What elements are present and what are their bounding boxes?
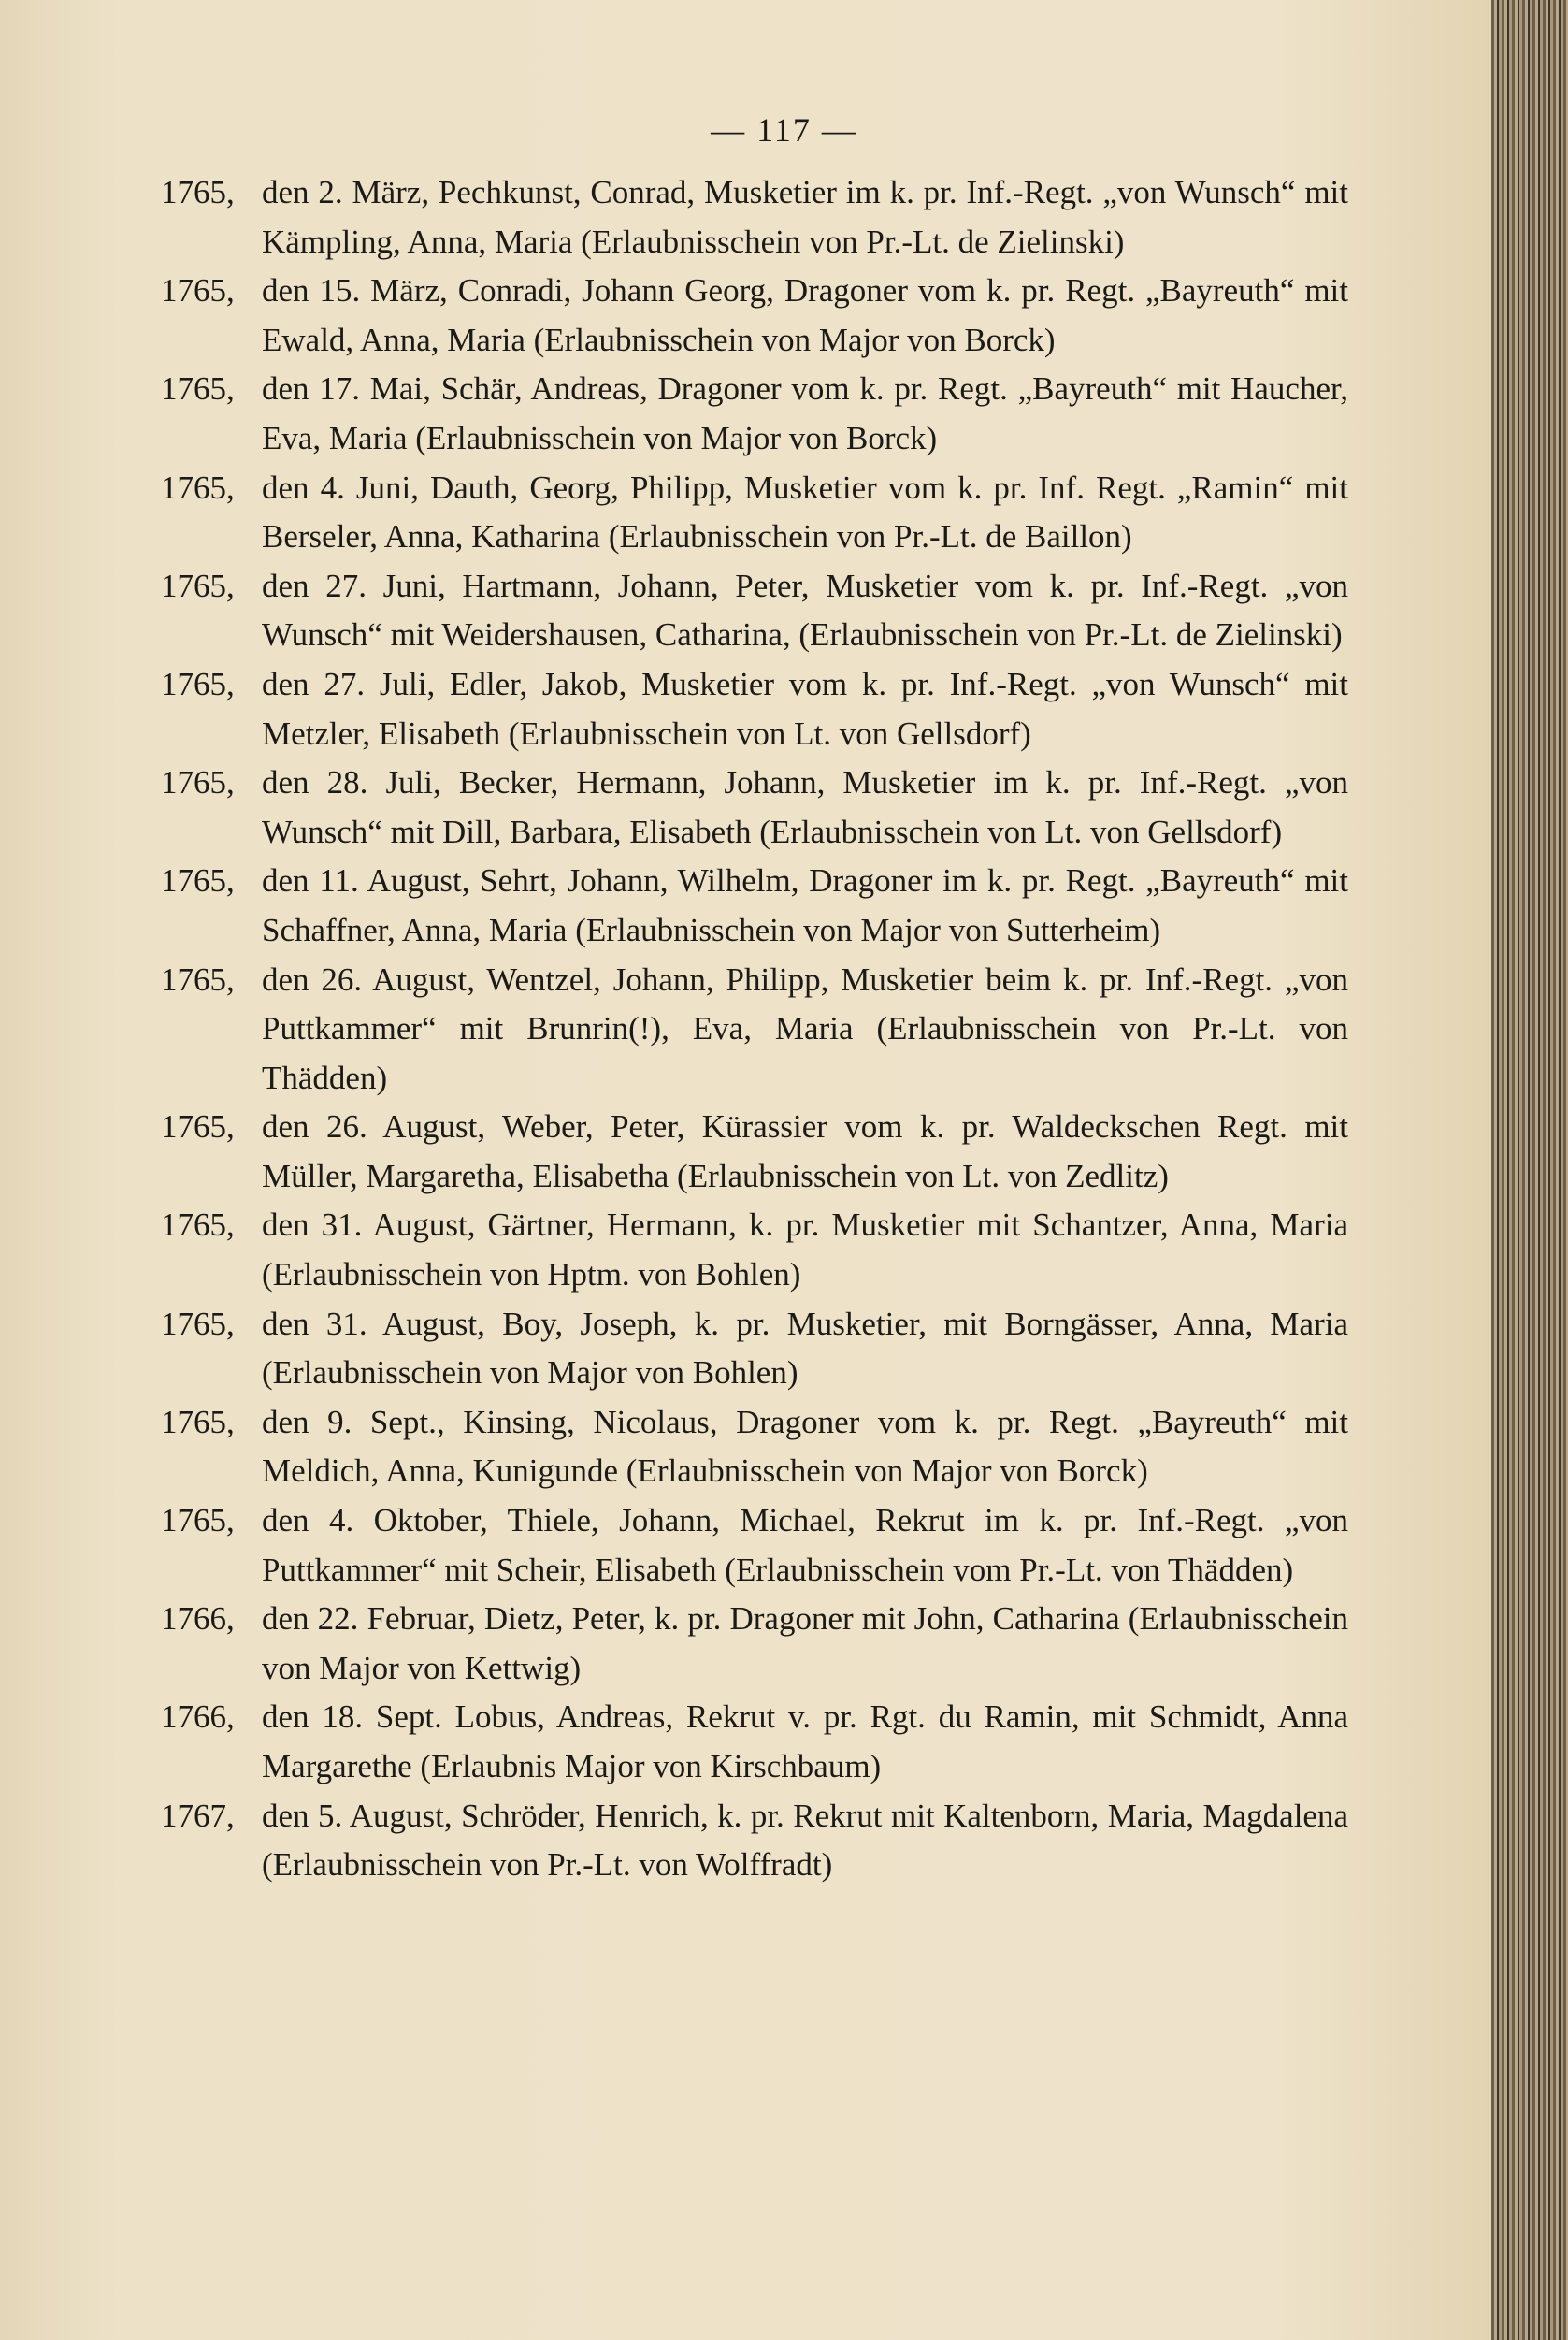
- record-year: 1766,: [161, 1600, 235, 1638]
- record-text: den 4. Juni, Dauth, Georg, Philipp, Musketier vom k. pr. Inf. Regt. „Ramin“ mit Berseler, Anna, Katharina (Erlaubnisschein von Pr.-Lt. de Baillon): [262, 469, 1348, 556]
- marriage-record-list: [161, 168, 1348, 1890]
- record-text: den 18. Sept. Lobus, Andreas, Rekrut v. pr. Rgt. du Ramin, mit Schmidt, Anna Margarethe (Erlaubnis Major von Kirschbaum): [262, 1698, 1348, 1784]
- record-year: 1765,: [161, 764, 235, 802]
- record-entry: [161, 464, 1348, 562]
- record-year: 1767,: [161, 1797, 235, 1834]
- record-text: den 27. Juni, Hartmann, Johann, Peter, Musketier vom k. pr. Inf.-Regt. „von Wunsch“ mit Weidershausen, Catharina, (Erlaubnisschein von Pr.-Lt. de Zielinski): [262, 567, 1348, 654]
- record-text: den 9. Sept., Kinsing, Nicolaus, Dragoner vom k. pr. Regt. „Bayreuth“ mit Meldich, Anna, Kunigunde (Erlaubnisschein von Major von Borck): [262, 1403, 1348, 1490]
- record-text: den 15. März, Conradi, Johann Georg, Dragoner vom k. pr. Regt. „Bayreuth“ mit Ewald, Anna, Maria (Erlaubnisschein von Major von Borck): [262, 272, 1348, 358]
- record-year: 1765,: [161, 862, 235, 900]
- record-text: den 31. August, Gärtner, Hermann, k. pr. Musketier mit Schantzer, Anna, Maria (Erlaubnisschein von Hptm. von Bohlen): [262, 1206, 1348, 1293]
- record-year: 1765,: [161, 665, 235, 702]
- record-year: 1765,: [161, 1502, 235, 1539]
- record-entry: [161, 1595, 1348, 1693]
- record-year: 1765,: [161, 1108, 235, 1146]
- record-text: den 17. Mai, Schär, Andreas, Dragoner vom k. pr. Regt. „Bayreuth“ mit Haucher, Eva, Maria (Erlaubnisschein von Major von Borck): [262, 370, 1348, 456]
- record-year: 1765,: [161, 1403, 235, 1440]
- record-entry: [161, 1201, 1348, 1299]
- record-entry: [161, 1693, 1348, 1791]
- record-entry: [161, 365, 1348, 463]
- record-year: 1765,: [161, 1305, 235, 1342]
- record-text: den 31. August, Boy, Joseph, k. pr. Musketier, mit Borngässer, Anna, Maria (Erlaubnisschein von Major von Bohlen): [262, 1305, 1348, 1392]
- record-entry: [161, 857, 1348, 955]
- record-year: 1765,: [161, 961, 235, 998]
- record-text: den 28. Juli, Becker, Hermann, Johann, Musketier im k. pr. Inf.-Regt. „von Wunsch“ mit Dill, Barbara, Elisabeth (Erlaubnisschein von Lt. von Gellsdorf): [262, 764, 1348, 850]
- record-entry: [161, 956, 1348, 1104]
- record-year: 1765,: [161, 469, 235, 506]
- record-text: den 4. Oktober, Thiele, Johann, Michael, Rekrut im k. pr. Inf.-Regt. „von Puttkammer“ mit Scheir, Elisabeth (Erlaubnisschein vom Pr.-Lt. von Thädden): [262, 1502, 1348, 1588]
- record-year: 1765,: [161, 567, 235, 604]
- record-text: den 26. August, Wentzel, Johann, Philipp, Musketier beim k. pr. Inf.-Regt. „von Puttkammer“ mit Brunrin(!), Eva, Maria (Erlaubnisschein von Pr.-Lt. von Thädden): [262, 961, 1348, 1096]
- record-entry: [161, 168, 1348, 267]
- page-number: — 117 —: [711, 111, 857, 149]
- record-entry: [161, 758, 1348, 857]
- record-entry: [161, 1398, 1348, 1496]
- record-year: 1765,: [161, 174, 235, 210]
- record-entry: [161, 267, 1348, 365]
- record-text: den 26. August, Weber, Peter, Kürassier vom k. pr. Waldeckschen Regt. mit Müller, Margaretha, Elisabetha (Erlaubnisschein von Lt. von Zedlitz): [262, 1108, 1348, 1194]
- page-stack-edge: [1491, 0, 1568, 2340]
- record-entry: [161, 1792, 1348, 1890]
- record-text: den 2. März, Pechkunst, Conrad, Musketier im k. pr. Inf.-Regt. „von Wunsch“ mit Kämpling, Anna, Maria (Erlaubnisschein von Pr.-Lt. de Zielinski): [262, 174, 1348, 260]
- record-entry: [161, 562, 1348, 660]
- record-year: 1765,: [161, 1206, 235, 1244]
- record-text: den 5. August, Schröder, Henrich, k. pr. Rekrut mit Kaltenborn, Maria, Magdalena (Erlaubnisschein von Pr.-Lt. von Wolffradt): [262, 1797, 1348, 1884]
- record-year: 1766,: [161, 1698, 235, 1736]
- record-year: 1765,: [161, 272, 235, 310]
- record-year: 1765,: [161, 370, 235, 408]
- record-entry: [161, 660, 1348, 758]
- record-text: den 27. Juli, Edler, Jakob, Musketier vom k. pr. Inf.-Regt. „von Wunsch“ mit Metzler, Elisabeth (Erlaubnisschein von Lt. von Gellsdorf): [262, 665, 1348, 752]
- record-entry: [161, 1300, 1348, 1398]
- record-entry: [161, 1103, 1348, 1201]
- record-entry: [161, 1496, 1348, 1595]
- record-text: den 11. August, Sehrt, Johann, Wilhelm, Dragoner im k. pr. Regt. „Bayreuth“ mit Schaffner, Anna, Maria (Erlaubnisschein von Major von Sutterheim): [262, 862, 1348, 948]
- record-text: den 22. Februar, Dietz, Peter, k. pr. Dragoner mit John, Catharina (Erlaubnisschein von Major von Kettwig): [262, 1600, 1348, 1686]
